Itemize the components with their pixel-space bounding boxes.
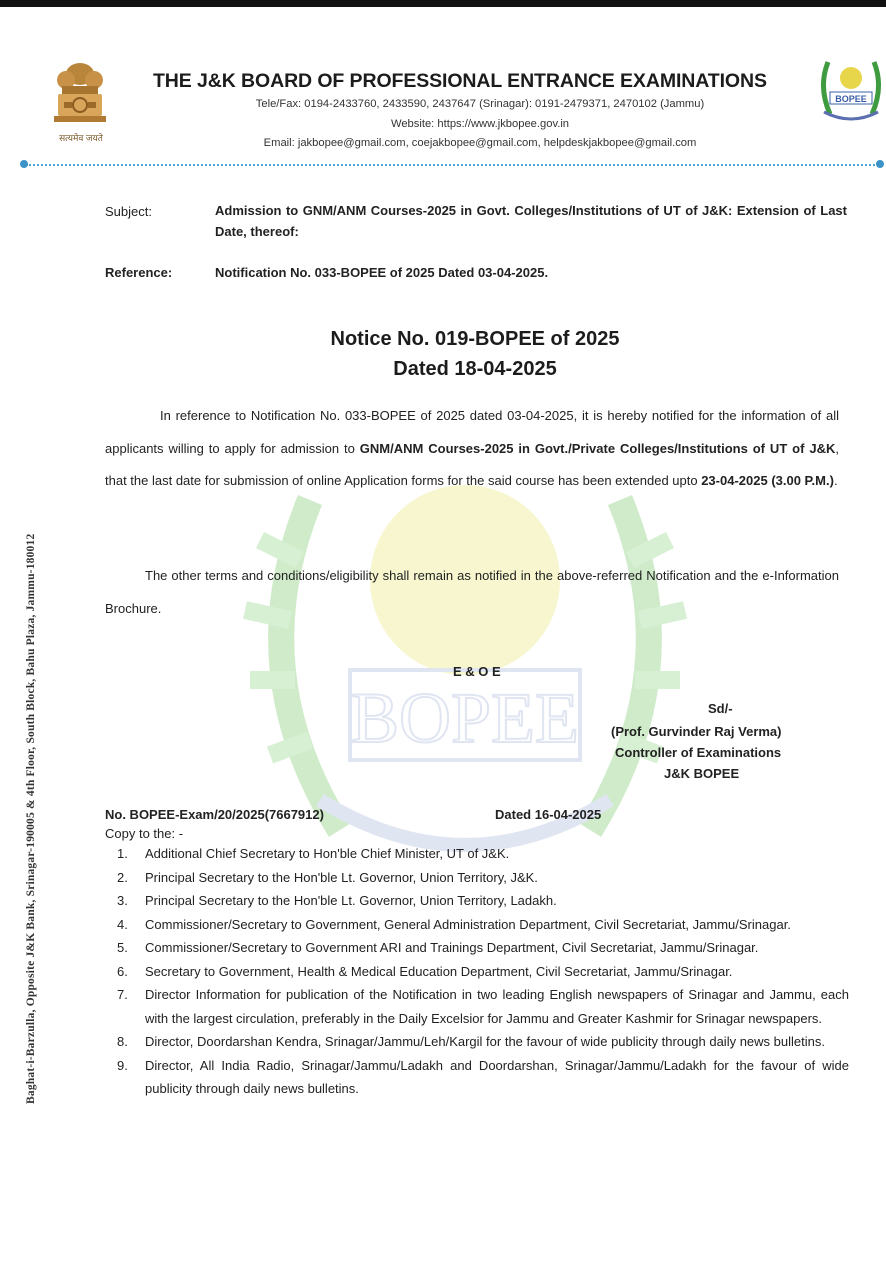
- divider-dot-left: [20, 160, 28, 168]
- side-address: Baghat-i-Barzulla, Opposite J&K Bank, Srinagar-190005 & 4th Floor, South Block, Bahu Plaza, Jammu-180012: [25, 533, 37, 1104]
- signature-sd: Sd/-: [708, 701, 733, 716]
- item-number: 1.: [117, 846, 128, 861]
- item-number: 9.: [117, 1057, 128, 1073]
- logo-text: BOPEE: [835, 94, 867, 104]
- reference-text: Notification No. 033-BOPEE of 2025 Dated 03-04-2025.: [215, 265, 549, 280]
- item-text: Commissioner/Secretary to Government ARI and Trainings Department, Civil Secretariat, Jammu/Srinagar.: [145, 940, 759, 955]
- top-border-bar: [0, 0, 886, 7]
- item-number: 3.: [117, 893, 128, 908]
- header-divider: [26, 164, 882, 166]
- copy-list-item: [105, 960, 849, 984]
- item-number: 4.: [117, 916, 128, 932]
- paragraph-1-part-a: In reference to Notification No. 033-BOPEE of 2025 dated 03-04-2025, it is hereby notified for the information of all applicants willing to apply for admission to: [105, 408, 839, 456]
- divider-dot-right: [876, 160, 884, 168]
- item-text: Director Information for publication of the Notification in two leading English newspapers of Srinagar and Jammu, each with the largest circulation, preferably in the Daily Excelsior for Jammu and Greater Kashmir for Srinagar newspapers.: [145, 987, 849, 1026]
- notice-paragraph-1: [105, 400, 839, 498]
- copy-list-item: [105, 1054, 849, 1101]
- notice-number: Notice No. 019-BOPEE of 2025: [330, 328, 620, 350]
- item-number: 7.: [117, 987, 128, 1002]
- copy-list-item: [105, 1030, 849, 1054]
- copy-list-item: [105, 866, 849, 890]
- copy-list-item: [105, 889, 849, 913]
- reference-label: Reference:: [105, 265, 173, 280]
- signatory-org: J&K BOPEE: [664, 766, 740, 781]
- item-text: Principal Secretary to the Hon'ble Lt. Governor, Union Territory, Ladakh.: [145, 893, 557, 908]
- copy-list-item: [105, 983, 849, 1030]
- watermark-text: BOPEE: [350, 678, 580, 758]
- copy-to-list: [105, 842, 849, 1101]
- item-text: Secretary to Government, Health & Medical Education Department, Civil Secretariat, Jammu/Srinagar.: [145, 963, 733, 979]
- item-text: Director, All India Radio, Srinagar/Jammu/Ladakh and Doordarshan, Srinagar/Jammu/Ladakh for the favour of wide publicity through daily news bulletins.: [145, 1057, 849, 1096]
- item-number: 2.: [117, 869, 128, 885]
- item-text: Director, Doordarshan Kendra, Srinagar/Jammu/Leh/Kargil for the favour of wide publicity through daily news bulletins.: [145, 1034, 825, 1049]
- notice-date: Dated 18-04-2025: [393, 358, 557, 380]
- dispatch-date: Dated 16-04-2025: [495, 807, 602, 822]
- subject-label: Subject:: [105, 204, 152, 219]
- contact-website: Website: https://www.jkbopee.gov.in: [390, 118, 570, 130]
- item-number: 6.: [117, 963, 128, 979]
- emblem-caption: सत्यमेव जयते: [59, 133, 103, 143]
- contact-email: Email: jakbopee@gmail.com, coejakbopee@gmail.com, helpdeskjakbopee@gmail.com: [263, 137, 697, 149]
- item-text: Commissioner/Secretary to Government, General Administration Department, Civil Secretariat, Jammu/Srinagar.: [145, 916, 791, 932]
- dispatch-number: No. BOPEE-Exam/20/2025(7667912): [105, 807, 324, 822]
- item-text: Additional Chief Secretary to Hon'ble Chief Minister, UT of J&K.: [145, 846, 510, 861]
- copy-to-label: Copy to the: -: [105, 826, 184, 841]
- item-text: Principal Secretary to the Hon'ble Lt. Governor, Union Territory, J&K.: [145, 869, 538, 885]
- board-title: THE J&K BOARD OF PROFESSIONAL ENTRANCE EXAMINATIONS: [153, 70, 767, 92]
- paragraph-1-courses: GNM/ANM Courses-2025 in Govt./Private Colleges/Institutions of UT of J&K: [359, 440, 836, 456]
- contact-tele: Tele/Fax: 0194-2433760, 2433590, 2437647 (Srinagar): 0191-2479371, 2470102 (Jammu): [255, 98, 705, 110]
- signatory-designation: Controller of Examinations: [615, 745, 782, 760]
- subject-text: Admission to GNM/ANM Courses-2025 in Govt. Colleges/Institutions of UT of J&K: Extension of Last Date, thereof:: [215, 203, 847, 239]
- bopee-logo: [816, 52, 886, 132]
- paragraph-1-deadline: 23-04-2025 (3.00 P.M.): [701, 473, 834, 488]
- eoe-mark: E & O E: [453, 664, 501, 679]
- copy-list-item: [105, 913, 849, 937]
- paragraph-1-part-c: , that the last date for submission of online Application forms for the said course has been extended upto: [105, 440, 839, 488]
- item-number: 5.: [117, 940, 128, 955]
- item-number: 8.: [117, 1034, 128, 1049]
- signatory-name: (Prof. Gurvinder Raj Verma): [611, 724, 782, 739]
- copy-list-item: [105, 936, 849, 960]
- copy-list-item: [105, 842, 849, 866]
- notice-paragraph-2: The other terms and conditions/eligibility shall remain as notified in the above-referred Notification and the e-Information Brochure.: [105, 568, 839, 616]
- paragraph-1-part-e: .: [833, 473, 838, 488]
